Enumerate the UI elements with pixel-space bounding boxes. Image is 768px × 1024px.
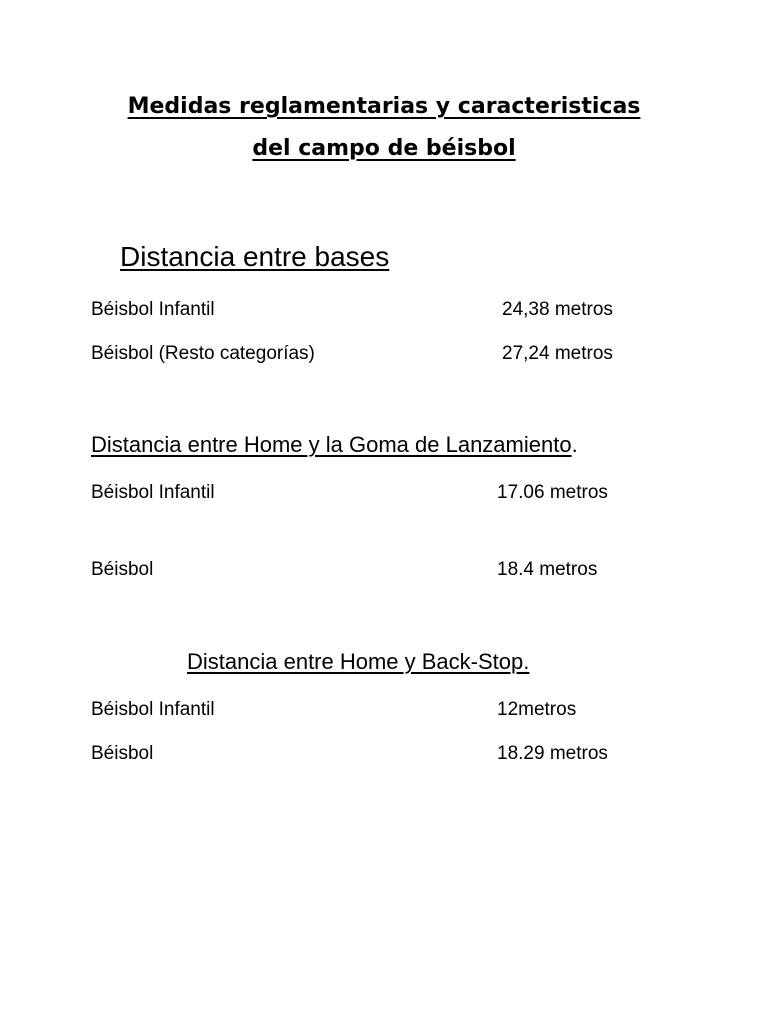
- row-value-backstop-infantil: 12metros: [497, 699, 577, 720]
- section-heading-goma: [91, 432, 578, 458]
- row-label-bases-resto: Béisbol (Resto categorías): [91, 343, 315, 364]
- row-label-bases-infantil: Béisbol Infantil: [91, 299, 215, 320]
- row-label-backstop-infantil: Béisbol Infantil: [91, 699, 215, 720]
- section-heading-backstop: Distancia entre Home y Back-Stop.: [187, 649, 530, 674]
- section-heading-bases: Distancia entre bases: [120, 241, 390, 272]
- row-label-goma-beisbol: Béisbol: [91, 559, 154, 580]
- section-heading-goma-text: Distancia entre Home y la Goma de Lanzamiento: [91, 432, 572, 457]
- row-value-bases-infantil: 24,38 metros: [502, 299, 613, 320]
- row-value-bases-resto: 27,24 metros: [502, 343, 613, 364]
- row-value-backstop-beisbol: 18.29 metros: [497, 743, 608, 764]
- row-label-goma-infantil: Béisbol Infantil: [91, 482, 215, 503]
- document-title-line-2: del campo de béisbol: [252, 136, 516, 161]
- row-value-goma-beisbol: 18.4 metros: [497, 559, 598, 580]
- section-heading-goma-period: .: [571, 432, 578, 457]
- document-title-line-1: Medidas reglamentarias y caracteristicas: [127, 94, 641, 119]
- row-label-backstop-beisbol: Béisbol: [91, 743, 154, 764]
- row-value-goma-infantil: 17.06 metros: [497, 482, 608, 503]
